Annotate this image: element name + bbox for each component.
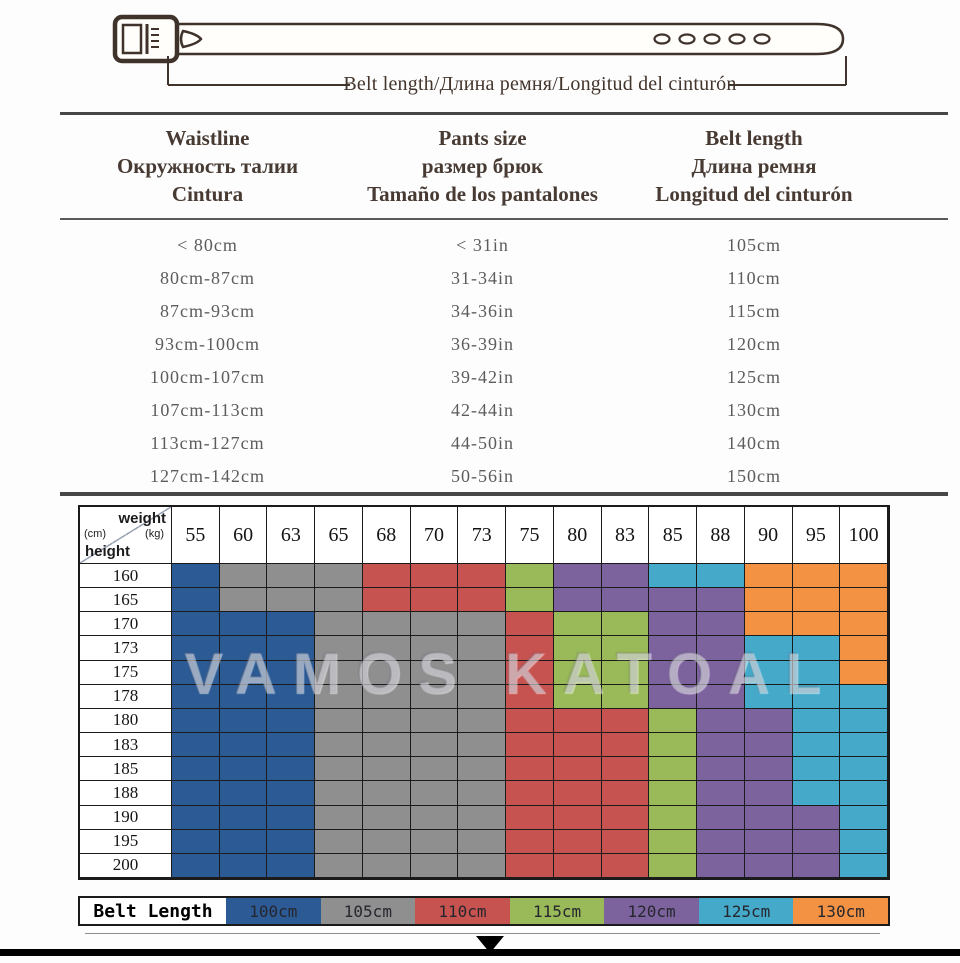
weight-header-cell: 88: [697, 507, 745, 564]
belt-length-cell: [697, 854, 745, 878]
belt-length-cell: [554, 830, 602, 854]
belt-length-cell: [793, 806, 841, 830]
belt-length-cell: [649, 661, 697, 685]
belt-length-cell: [458, 806, 506, 830]
belt-illustration: [105, 14, 850, 66]
belt-length-cell: [649, 612, 697, 636]
weight-header-cell: 73: [458, 507, 506, 564]
belt-length-cell: [506, 661, 554, 685]
height-header-cell: 178: [80, 685, 172, 709]
belt-length-cell: [554, 612, 602, 636]
belt-length-cell: [602, 588, 650, 612]
size-table-row: [60, 394, 948, 427]
belt-length-cell: [267, 709, 315, 733]
belt-length-cell: [506, 733, 554, 757]
belt-length-cell: [267, 733, 315, 757]
belt-length-cell: [172, 636, 220, 660]
belt-length-cell: [840, 612, 888, 636]
size-table-cell: 34-36in: [451, 301, 514, 321]
belt-length-cell: [602, 854, 650, 878]
size-table-cell: 115cm: [727, 301, 781, 321]
belt-length-cell: [745, 685, 793, 709]
weight-header-cell: 75: [506, 507, 554, 564]
belt-length-cell: [793, 661, 841, 685]
belt-length-cell: [363, 733, 411, 757]
belt-length-cell: [458, 854, 506, 878]
size-table-cell: 110cm: [727, 268, 781, 288]
height-header-cell: 183: [80, 733, 172, 757]
belt-length-cell: [411, 806, 459, 830]
belt-length-cell: [172, 830, 220, 854]
legend-swatch: 130cm: [793, 898, 888, 924]
belt-length-cell: [220, 709, 268, 733]
bracket-left-line: [168, 84, 350, 86]
belt-length-cell: [172, 709, 220, 733]
legend-swatch: 125cm: [699, 898, 794, 924]
belt-length-cell: [315, 661, 363, 685]
header-belt-length: Belt length Длина ремня Longitud del cinturón: [655, 126, 853, 206]
belt-length-cell: [745, 806, 793, 830]
belt-length-cell: [745, 564, 793, 588]
belt-length-cell: [315, 757, 363, 781]
belt-length-cell: [411, 709, 459, 733]
belt-length-cell: [697, 709, 745, 733]
belt-length-cell: [363, 636, 411, 660]
belt-length-cell: [506, 588, 554, 612]
header-waistline: Waistline Окружность талии Cintura: [116, 126, 299, 206]
belt-length-cell: [315, 806, 363, 830]
belt-length-cell: [697, 757, 745, 781]
weight-header-cell: 68: [363, 507, 411, 564]
belt-length-cell: [506, 636, 554, 660]
belt-length-cell: [649, 588, 697, 612]
belt-length-cell: [554, 588, 602, 612]
header-pants-size: Pants size размер брюк Tamaño de los pantalones: [367, 126, 598, 206]
belt-length-cell: [267, 636, 315, 660]
belt-length-cell: [602, 685, 650, 709]
belt-length-cell: [506, 757, 554, 781]
belt-length-cell: [554, 636, 602, 660]
size-table-header: [60, 124, 948, 208]
size-table-cell: 36-39in: [451, 334, 514, 354]
belt-length-cell: [840, 806, 888, 830]
belt-length-cell: [267, 830, 315, 854]
belt-length-cell: [363, 685, 411, 709]
belt-length-cell: [745, 661, 793, 685]
bottom-divider: [85, 933, 880, 934]
belt-length-cell: [220, 564, 268, 588]
bracket-right-line: [729, 84, 846, 86]
belt-length-cell: [315, 781, 363, 805]
belt-length-cell: [411, 781, 459, 805]
belt-length-cell: [840, 733, 888, 757]
belt-length-cell: [602, 612, 650, 636]
belt-length-cell: [506, 781, 554, 805]
grid-corner-cell: weight (kg) (cm) height: [80, 507, 172, 564]
belt-length-cell: [506, 830, 554, 854]
belt-length-cell: [220, 612, 268, 636]
belt-length-cell: [602, 564, 650, 588]
belt-length-cell: [315, 564, 363, 588]
belt-length-cell: [602, 709, 650, 733]
belt-length-cell: [840, 661, 888, 685]
size-table-row: [60, 295, 948, 328]
belt-length-cell: [649, 830, 697, 854]
belt-length-cell: [220, 830, 268, 854]
belt-length-cell: [649, 636, 697, 660]
belt-length-cell: [458, 781, 506, 805]
belt-length-cell: [172, 588, 220, 612]
size-table-cell: < 80cm: [177, 235, 238, 255]
belt-length-cell: [554, 854, 602, 878]
size-table-cell: 127cm-142cm: [150, 466, 265, 486]
belt-length-cell: [458, 733, 506, 757]
belt-length-cell: [697, 781, 745, 805]
belt-length-cell: [554, 733, 602, 757]
belt-length-cell: [363, 781, 411, 805]
belt-length-cell: [697, 806, 745, 830]
belt-length-cell: [602, 781, 650, 805]
weight-header-cell: 83: [602, 507, 650, 564]
height-header-cell: 170: [80, 612, 172, 636]
size-table-cell: 44-50in: [451, 433, 514, 453]
size-table-cell: 120cm: [727, 334, 781, 354]
belt-length-cell: [506, 854, 554, 878]
belt-length-cell: [172, 685, 220, 709]
size-table-row: [60, 262, 948, 295]
belt-length-cell: [411, 830, 459, 854]
height-header-cell: 180: [80, 709, 172, 733]
weight-header-cell: 65: [315, 507, 363, 564]
belt-length-cell: [363, 709, 411, 733]
belt-length-cell: [840, 709, 888, 733]
belt-length-cell: [602, 757, 650, 781]
belt-length-cell: [745, 781, 793, 805]
belt-length-cell: [267, 685, 315, 709]
belt-length-cell: [697, 733, 745, 757]
height-header-cell: 195: [80, 830, 172, 854]
size-table-cell: 113cm-127cm: [150, 433, 265, 453]
belt-length-cell: [411, 636, 459, 660]
size-table-cell: 150cm: [727, 466, 781, 486]
belt-length-cell: [554, 564, 602, 588]
belt-length-cell: [220, 685, 268, 709]
belt-length-cell: [840, 757, 888, 781]
belt-length-cell: [220, 636, 268, 660]
height-header-cell: 173: [80, 636, 172, 660]
belt-length-cell: [267, 661, 315, 685]
belt-length-cell: [840, 636, 888, 660]
belt-length-cell: [697, 830, 745, 854]
belt-length-cell: [793, 685, 841, 709]
belt-length-cell: [458, 636, 506, 660]
belt-length-cell: [506, 612, 554, 636]
bottom-black-bar: [0, 949, 960, 956]
height-header-cell: 190: [80, 806, 172, 830]
belt-length-cell: [315, 854, 363, 878]
belt-length-cell: [840, 854, 888, 878]
belt-length-cell: [793, 757, 841, 781]
height-header-cell: 185: [80, 757, 172, 781]
size-table-cell: 80cm-87cm: [160, 268, 255, 288]
belt-length-cell: [267, 854, 315, 878]
belt-length-cell: [411, 612, 459, 636]
belt-length-cell: [172, 757, 220, 781]
belt-length-cell: [649, 564, 697, 588]
belt-length-cell: [458, 757, 506, 781]
belt-length-cell: [220, 733, 268, 757]
belt-length-cell: [172, 612, 220, 636]
belt-length-cell: [220, 854, 268, 878]
belt-length-cell: [458, 709, 506, 733]
belt-length-legend: [78, 896, 890, 926]
belt-length-cell: [267, 612, 315, 636]
size-table-row: [60, 361, 948, 394]
belt-length-cell: [649, 757, 697, 781]
belt-length-cell: [506, 685, 554, 709]
belt-length-cell: [649, 733, 697, 757]
belt-length-cell: [458, 661, 506, 685]
belt-length-cell: [363, 564, 411, 588]
watermark: VAMOS KATOAL: [183, 641, 837, 706]
belt-length-cell: [458, 685, 506, 709]
size-table-cell: 130cm: [727, 400, 781, 420]
height-weight-grid: [78, 505, 890, 880]
legend-swatch: 115cm: [510, 898, 605, 924]
belt-length-cell: [315, 636, 363, 660]
belt-length-cell: [506, 564, 554, 588]
belt-length-cell: [554, 661, 602, 685]
belt-length-cell: [172, 806, 220, 830]
belt-length-cell: [697, 588, 745, 612]
size-table-cell: 50-56in: [451, 466, 514, 486]
belt-length-cell: [793, 830, 841, 854]
belt-length-cell: [411, 733, 459, 757]
size-table-row: [60, 229, 948, 262]
height-header-cell: 188: [80, 781, 172, 805]
belt-length-cell: [793, 588, 841, 612]
belt-length-cell: [554, 685, 602, 709]
belt-length-cell: [363, 588, 411, 612]
belt-length-cell: [745, 612, 793, 636]
belt-length-cell: [220, 806, 268, 830]
legend-swatch: 110cm: [415, 898, 510, 924]
size-table-cell: 100cm-107cm: [150, 367, 265, 387]
belt-length-cell: [363, 661, 411, 685]
bracket-left-tick: [167, 56, 169, 85]
height-header-cell: 160: [80, 564, 172, 588]
belt-length-cell: [363, 830, 411, 854]
weight-header-cell: 95: [793, 507, 841, 564]
belt-length-cell: [554, 781, 602, 805]
belt-length-cell: [363, 806, 411, 830]
belt-length-cell: [793, 709, 841, 733]
belt-length-cell: [172, 854, 220, 878]
belt-length-cell: [172, 781, 220, 805]
belt-length-cell: [458, 564, 506, 588]
belt-length-cell: [554, 757, 602, 781]
belt-length-cell: [267, 588, 315, 612]
weight-header-cell: 85: [649, 507, 697, 564]
belt-length-cell: [602, 661, 650, 685]
belt-length-cell: [602, 806, 650, 830]
belt-length-cell: [554, 806, 602, 830]
legend-title: Belt Length: [93, 900, 213, 922]
belt-length-cell: [697, 612, 745, 636]
belt-length-cell: [649, 685, 697, 709]
belt-length-cell: [697, 661, 745, 685]
weight-header-cell: 60: [220, 507, 268, 564]
height-header-cell: 165: [80, 588, 172, 612]
belt-length-cell: [649, 806, 697, 830]
belt-length-cell: [602, 830, 650, 854]
belt-length-cell: [411, 854, 459, 878]
size-table-cell: 42-44in: [451, 400, 514, 420]
belt-length-cell: [793, 733, 841, 757]
belt-length-cell: [363, 854, 411, 878]
rule-top: [60, 112, 948, 115]
belt-length-cell: [602, 636, 650, 660]
belt-length-cell: [745, 588, 793, 612]
size-table-cell: 93cm-100cm: [155, 334, 260, 354]
belt-length-cell: [315, 612, 363, 636]
belt-length-cell: [458, 830, 506, 854]
belt-length-cell: [172, 733, 220, 757]
belt-length-cell: [745, 733, 793, 757]
belt-length-cell: [411, 757, 459, 781]
belt-length-cell: [220, 781, 268, 805]
belt-length-cell: [458, 612, 506, 636]
belt-length-cell: [172, 661, 220, 685]
legend-swatch: 100cm: [226, 898, 321, 924]
weight-header-cell: 63: [267, 507, 315, 564]
belt-length-cell: [793, 854, 841, 878]
size-table-cell: 105cm: [727, 235, 781, 255]
belt-length-cell: [649, 854, 697, 878]
belt-length-cell: [315, 830, 363, 854]
size-table-cell: 140cm: [727, 433, 781, 453]
rule-under-header: [60, 218, 948, 220]
belt-length-caption: Belt length/Длина ремня/Longitud del cinturón: [343, 73, 737, 95]
belt-length-cell: [220, 588, 268, 612]
size-table-cell: < 31in: [456, 235, 509, 255]
belt-length-cell: [793, 636, 841, 660]
belt-length-cell: [315, 588, 363, 612]
belt-length-cell: [363, 757, 411, 781]
size-table-body: [60, 229, 948, 493]
belt-length-cell: [315, 685, 363, 709]
belt-length-cell: [745, 757, 793, 781]
belt-length-cell: [220, 757, 268, 781]
belt-length-cell: [745, 709, 793, 733]
belt-length-cell: [411, 685, 459, 709]
belt-length-cell: [840, 685, 888, 709]
height-header-cell: 175: [80, 661, 172, 685]
legend-swatch: 105cm: [321, 898, 416, 924]
belt-length-cell: [745, 854, 793, 878]
size-table-cell: 39-42in: [451, 367, 514, 387]
size-table-cell: 87cm-93cm: [160, 301, 255, 321]
weight-header-cell: 90: [745, 507, 793, 564]
belt-length-cell: [840, 564, 888, 588]
belt-length-cell: [697, 564, 745, 588]
size-table-row: [60, 328, 948, 361]
belt-length-cell: [793, 612, 841, 636]
belt-length-cell: [458, 588, 506, 612]
size-table-row: [60, 427, 948, 460]
belt-length-cell: [315, 733, 363, 757]
weight-header-cell: 80: [554, 507, 602, 564]
size-table-cell: 125cm: [727, 367, 781, 387]
belt-length-cell: [267, 564, 315, 588]
belt-length-cell: [267, 757, 315, 781]
belt-length-cell: [315, 709, 363, 733]
belt-length-cell: [602, 733, 650, 757]
belt-length-cell: [267, 806, 315, 830]
size-table-row: [60, 460, 948, 493]
belt-length-cell: [745, 636, 793, 660]
belt-length-cell: [506, 806, 554, 830]
height-header-cell: 200: [80, 854, 172, 878]
belt-length-cell: [840, 588, 888, 612]
belt-length-cell: [745, 830, 793, 854]
belt-length-cell: [793, 564, 841, 588]
bracket-right-tick: [845, 56, 847, 85]
belt-length-cell: [840, 830, 888, 854]
belt-length-cell: [363, 612, 411, 636]
weight-header-cell: 100: [840, 507, 888, 564]
legend-swatch: 120cm: [604, 898, 699, 924]
belt-length-cell: [220, 661, 268, 685]
belt-length-cell: [411, 564, 459, 588]
belt-length-cell: [793, 781, 841, 805]
weight-header-cell: 70: [411, 507, 459, 564]
size-table-cell: 31-34in: [451, 268, 514, 288]
weight-header-cell: 55: [172, 507, 220, 564]
belt-length-cell: [649, 781, 697, 805]
belt-length-cell: [411, 588, 459, 612]
belt-length-cell: [649, 709, 697, 733]
belt-length-cell: [697, 636, 745, 660]
belt-length-cell: [267, 781, 315, 805]
size-table-cell: 107cm-113cm: [150, 400, 265, 420]
belt-length-cell: [506, 709, 554, 733]
belt-length-cell: [411, 661, 459, 685]
belt-length-cell: [840, 781, 888, 805]
belt-length-cell: [172, 564, 220, 588]
belt-length-cell: [554, 709, 602, 733]
belt-length-cell: [697, 685, 745, 709]
